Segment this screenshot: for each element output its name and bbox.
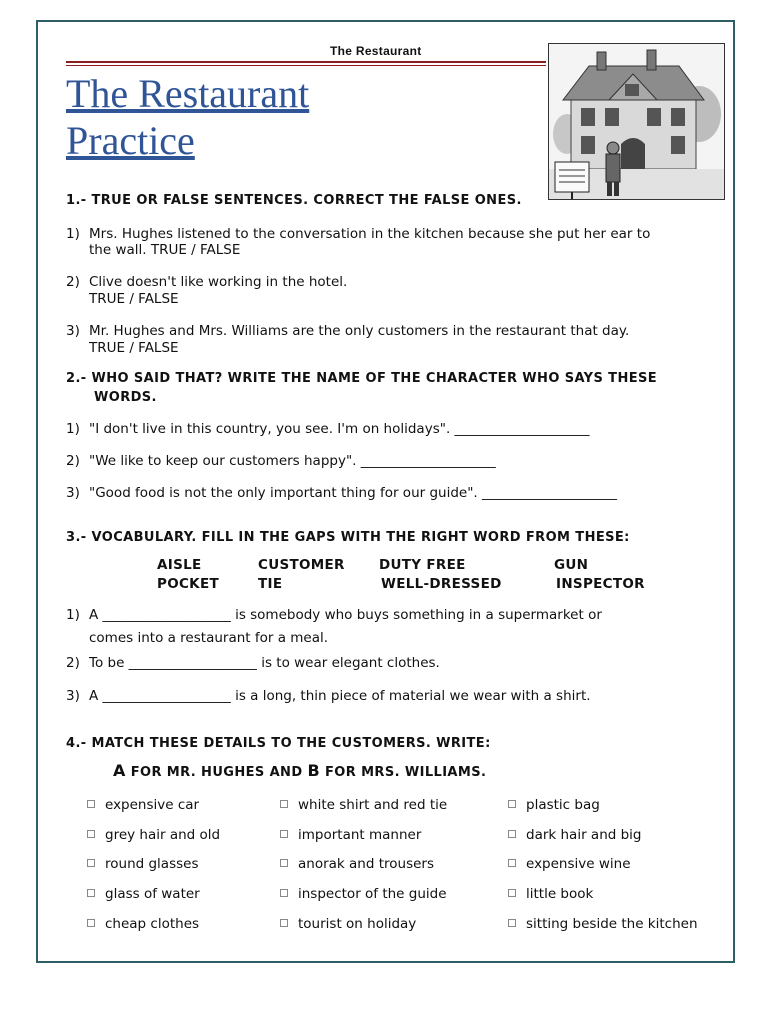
section-3-heading: 3.- VOCABULARY. FILL IN THE GAPS WITH THE RIGHT WORD FROM THESE:: [66, 530, 630, 545]
checkbox-icon: [508, 919, 516, 927]
section-4-subheading: A FOR MR. HUGHES AND B FOR MRS. WILLIAMS.: [113, 761, 487, 780]
checkbox-icon: [87, 800, 95, 808]
checkbox-icon: [87, 889, 95, 897]
section-4-heading: 4.- MATCH THESE DETAILS TO THE CUSTOMERS. WRITE:: [66, 736, 491, 751]
vocab-word: TIE: [258, 576, 283, 592]
section-1-heading: 1.- TRUE OR FALSE SENTENCES. CORRECT THE FALSE ONES.: [66, 193, 522, 208]
match-item[interactable]: tourist on holiday: [280, 916, 416, 932]
checkbox-icon: [87, 919, 95, 927]
checkbox-icon: [87, 830, 95, 838]
checkbox-icon: [508, 800, 516, 808]
vocab-word: CUSTOMER: [258, 557, 345, 573]
checkbox-icon: [87, 859, 95, 867]
checkbox-icon: [280, 830, 288, 838]
checkbox-icon: [280, 800, 288, 808]
vocab-word: INSPECTOR: [556, 576, 645, 592]
vocab-word: AISLE: [157, 557, 202, 573]
hotel-illustration: [548, 43, 725, 200]
match-item[interactable]: expensive car: [87, 797, 199, 813]
title-line-1: The Restaurant: [66, 71, 310, 116]
header-rule-thin: [66, 65, 546, 66]
section-2-heading: 2.- WHO SAID THAT? WRITE THE NAME OF THE CHARACTER WHO SAYS THESE: [66, 371, 658, 386]
header-rule: [66, 61, 546, 63]
running-header: The Restaurant: [330, 44, 422, 58]
match-item[interactable]: sitting beside the kitchen: [508, 916, 698, 932]
checkbox-icon: [508, 830, 516, 838]
checkbox-icon: [280, 919, 288, 927]
match-item[interactable]: little book: [508, 886, 593, 902]
match-item[interactable]: expensive wine: [508, 856, 631, 872]
match-item[interactable]: cheap clothes: [87, 916, 199, 932]
checkbox-icon: [508, 889, 516, 897]
match-item[interactable]: important manner: [280, 827, 421, 843]
match-item[interactable]: glass of water: [87, 886, 200, 902]
match-item[interactable]: anorak and trousers: [280, 856, 434, 872]
vocab-word: POCKET: [157, 576, 219, 592]
vocab-word: GUN: [554, 557, 589, 573]
checkbox-icon: [280, 889, 288, 897]
match-item[interactable]: white shirt and red tie: [280, 797, 447, 813]
match-item[interactable]: grey hair and old: [87, 827, 220, 843]
hotel-drawing-icon: [549, 44, 724, 199]
match-item[interactable]: round glasses: [87, 856, 199, 872]
title-line-2: Practice: [66, 118, 195, 163]
match-item[interactable]: inspector of the guide: [280, 886, 447, 902]
page-title: [66, 70, 309, 164]
match-item[interactable]: plastic bag: [508, 797, 600, 813]
vocab-word: WELL-DRESSED: [381, 576, 502, 592]
section-2-heading-cont: WORDS.: [94, 390, 157, 405]
checkbox-icon: [508, 859, 516, 867]
match-item[interactable]: dark hair and big: [508, 827, 642, 843]
checkbox-icon: [280, 859, 288, 867]
vocab-word: DUTY FREE: [379, 557, 466, 573]
